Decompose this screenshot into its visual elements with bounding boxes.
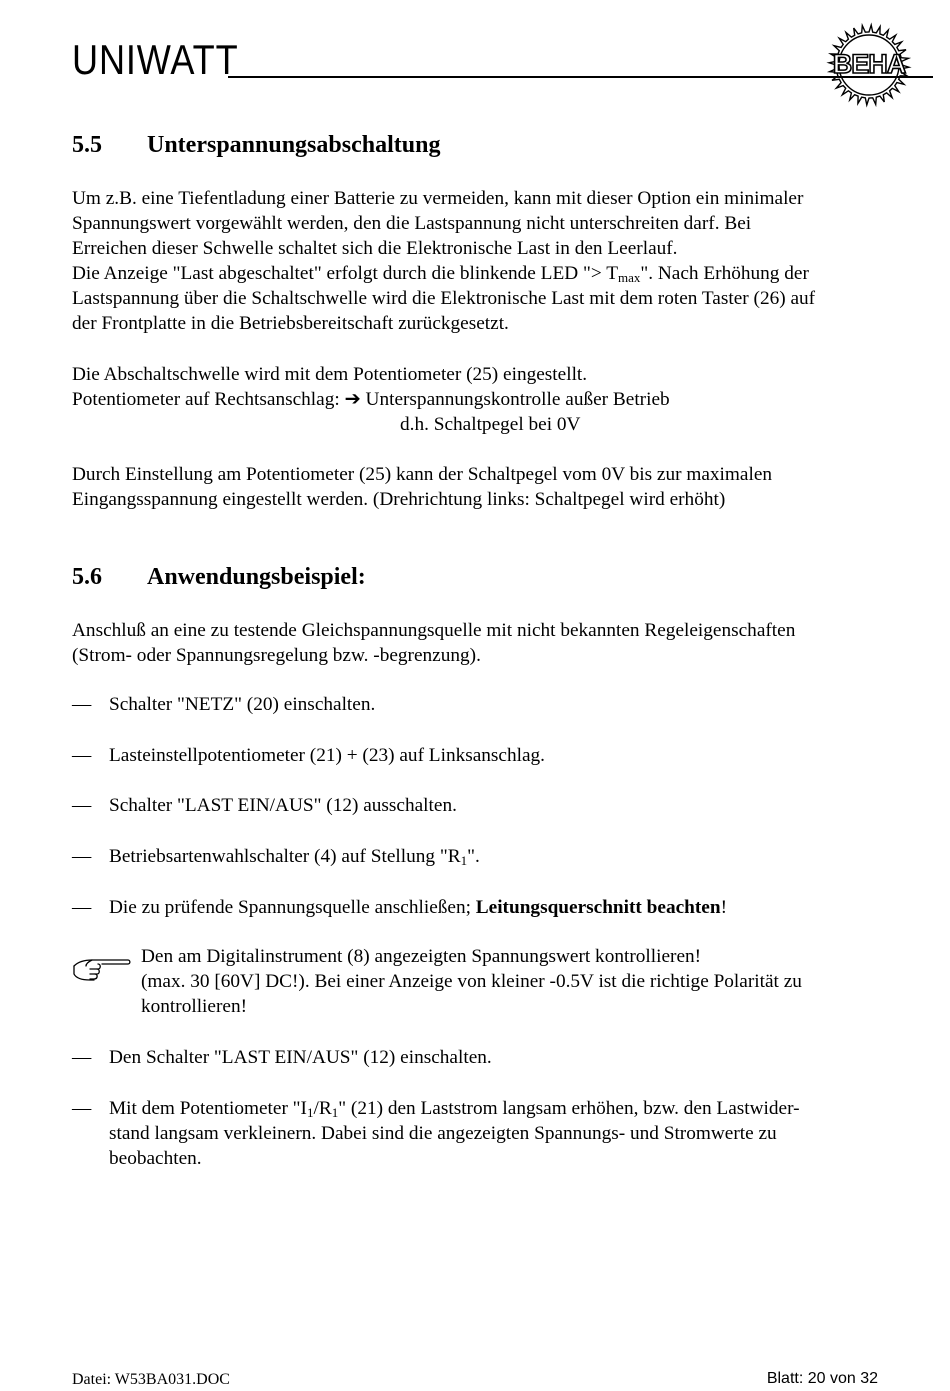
text-segment: /R (313, 1098, 332, 1119)
text-segment: Mit dem Potentiometer "I (109, 1098, 307, 1119)
text-segment: ". Nach Erhöhung der (640, 263, 809, 284)
section-number: 5.6 (72, 564, 102, 590)
pointing-hand-icon (72, 952, 132, 984)
paragraph-example-intro (72, 618, 912, 668)
paragraph-threshold-setting (72, 362, 912, 437)
text-segment: ". (467, 846, 480, 867)
subscript: max (617, 270, 641, 285)
paragraph-threshold-range (72, 462, 912, 512)
text-line (109, 1096, 889, 1121)
bold-text: Leitungsquerschnitt beachten (475, 897, 721, 918)
text-line: Eingangsspannung eingestellt werden. (Drehrichtung links: Schaltpegel wird erhöht) (72, 489, 726, 510)
step-text (109, 1096, 889, 1171)
section-5-5-heading (72, 132, 440, 159)
subscript: 1 (331, 1105, 339, 1120)
text-line: Lastspannung über die Schaltschwelle wird die Elektronische Last mit dem roten Taster (26) auf (72, 288, 816, 309)
section-number: 5.5 (72, 132, 102, 158)
arrow-right-icon: ➔ (344, 389, 361, 410)
text-line: (max. 30 [60V] DC!). Bei einer Anzeige von kleiner -0.5V ist die richtige Polarität zu (141, 971, 802, 992)
text-line: (Strom- oder Spannungsregelung bzw. -begrenzung). (72, 645, 481, 666)
section-5-6-heading (72, 564, 366, 591)
text-segment: ! (720, 897, 727, 918)
note-text (141, 944, 901, 1019)
section-title: Unterspannungsabschaltung (147, 132, 441, 158)
text-segment: Betriebsartenwahlschalter (4) auf Stellung "R (109, 846, 461, 867)
text-line: Erreichen dieser Schwelle schaltet sich die Elektronische Last in den Leerlauf. (72, 238, 678, 259)
dash-bullet: — (72, 745, 92, 766)
text-line: Die Abschaltschwelle wird mit dem Potentiometer (25) eingestellt. (72, 364, 588, 385)
step-text: Lasteinstellpotentiometer (21) + (23) auf Linksanschlag. (109, 745, 546, 766)
subscript: 1 (306, 1105, 314, 1120)
text-segment: Die Anzeige "Last abgeschaltet" erfolgt durch die blinkende LED "> T (72, 263, 618, 284)
subscript: 1 (460, 853, 468, 868)
dash-bullet: — (72, 846, 92, 867)
footer-filename: Datei: W53BA031.DOC (72, 1371, 230, 1388)
text-line: kontrollieren! (141, 996, 248, 1017)
text-segment: " (21) den Laststrom langsam erhöhen, bzw. den Lastwider- (338, 1098, 800, 1119)
paragraph-undervoltage-intro (72, 186, 912, 336)
text-segment: Potentiometer auf Rechtsanschlag: (72, 389, 340, 410)
beha-logo (826, 22, 912, 108)
footer-page-number: Blatt: 20 von 32 (766, 1370, 878, 1387)
step-text (109, 844, 889, 869)
step-text: Schalter "NETZ" (20) einschalten. (109, 694, 376, 715)
step-text (109, 895, 889, 920)
section-title: Anwendungsbeispiel: (147, 564, 366, 590)
document-header-title: UNIWATT (72, 36, 239, 83)
text-line: Durch Einstellung am Potentiometer (25) kann der Schaltpegel vom 0V bis zur maximalen (72, 464, 773, 485)
text-line (72, 261, 912, 286)
text-line: Spannungswert vorgewählt werden, den die Lastspannung nicht unterschreiten darf. Bei (72, 213, 752, 234)
text-line: Den am Digitalinstrument (8) angezeigten Spannungswert kontrollieren! (141, 946, 702, 967)
text-line: beobachten. (109, 1148, 202, 1169)
dash-bullet: — (72, 1047, 92, 1068)
step-text: Den Schalter "LAST EIN/AUS" (12) einschalten. (109, 1047, 492, 1068)
dash-bullet: — (72, 897, 92, 918)
text-line (72, 387, 912, 412)
text-segment: Unterspannungskontrolle außer Betrieb (365, 389, 670, 410)
dash-bullet: — (72, 795, 92, 816)
dash-bullet: — (72, 694, 92, 715)
step-text: Schalter "LAST EIN/AUS" (12) ausschalten. (109, 795, 457, 816)
text-line: d.h. Schaltpegel bei 0V (400, 414, 581, 435)
text-segment: Die zu prüfende Spannungsquelle anschließen; (109, 897, 476, 918)
text-line: der Frontplatte in die Betriebsbereitschaft zurückgesetzt. (72, 313, 509, 334)
text-line: Um z.B. eine Tiefentladung einer Batterie zu vermeiden, kann mit dieser Option ein minimaler (72, 188, 804, 209)
dash-bullet: — (72, 1098, 92, 1119)
logo-text: BEHA (832, 49, 906, 79)
text-line: Anschluß an eine zu testende Gleichspannungsquelle mit nicht bekannten Regeleigenschaften (72, 620, 796, 641)
text-line: stand langsam verkleinern. Dabei sind die angezeigten Spannungs- und Stromwerte zu (109, 1123, 777, 1144)
